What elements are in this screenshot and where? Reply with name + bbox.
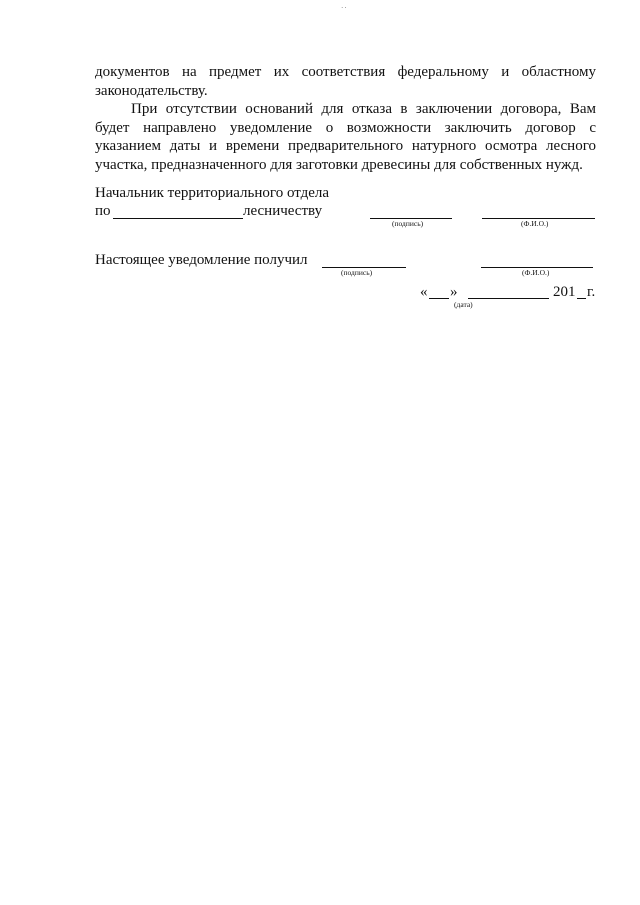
signature-suffix: лесничеству [243, 203, 323, 219]
date-caption: (дата) [454, 300, 473, 309]
page-mark: ·· [341, 4, 348, 12]
signature-caption: (подпись) [392, 219, 424, 228]
date-year-prefix: 201 [553, 284, 576, 300]
receipt-name-caption: (Ф.И.О.) [522, 268, 550, 277]
paragraph-notification: При отсутствии оснований для отказа в заключении договора, Вам будет направлено уведомление о возможности заключить договор с указанием даты и времени предварительного натурного осмотра лесного участка, предназначенного для заготовки древесины для собственных нужд. [95, 101, 596, 173]
signature-title: Начальник территориального отдела [95, 185, 330, 201]
date-quote-close: » [450, 284, 458, 300]
name-caption: (Ф.И.О.) [521, 219, 549, 228]
signature-prefix: по [95, 203, 111, 219]
date-day-line[interactable] [429, 298, 449, 299]
forestry-name-line[interactable] [113, 218, 243, 219]
date-month-line[interactable] [468, 298, 549, 299]
receipt-signature-caption: (подпись) [341, 268, 373, 277]
receipt-label: Настоящее уведомление получил [95, 252, 308, 268]
date-quote-open: « [420, 284, 428, 300]
date-year-suffix: г. [587, 284, 596, 300]
paragraph-legislation: документов на предмет их соответствия федеральному и областному законодательству. [95, 64, 596, 99]
date-year-line[interactable] [577, 298, 586, 299]
